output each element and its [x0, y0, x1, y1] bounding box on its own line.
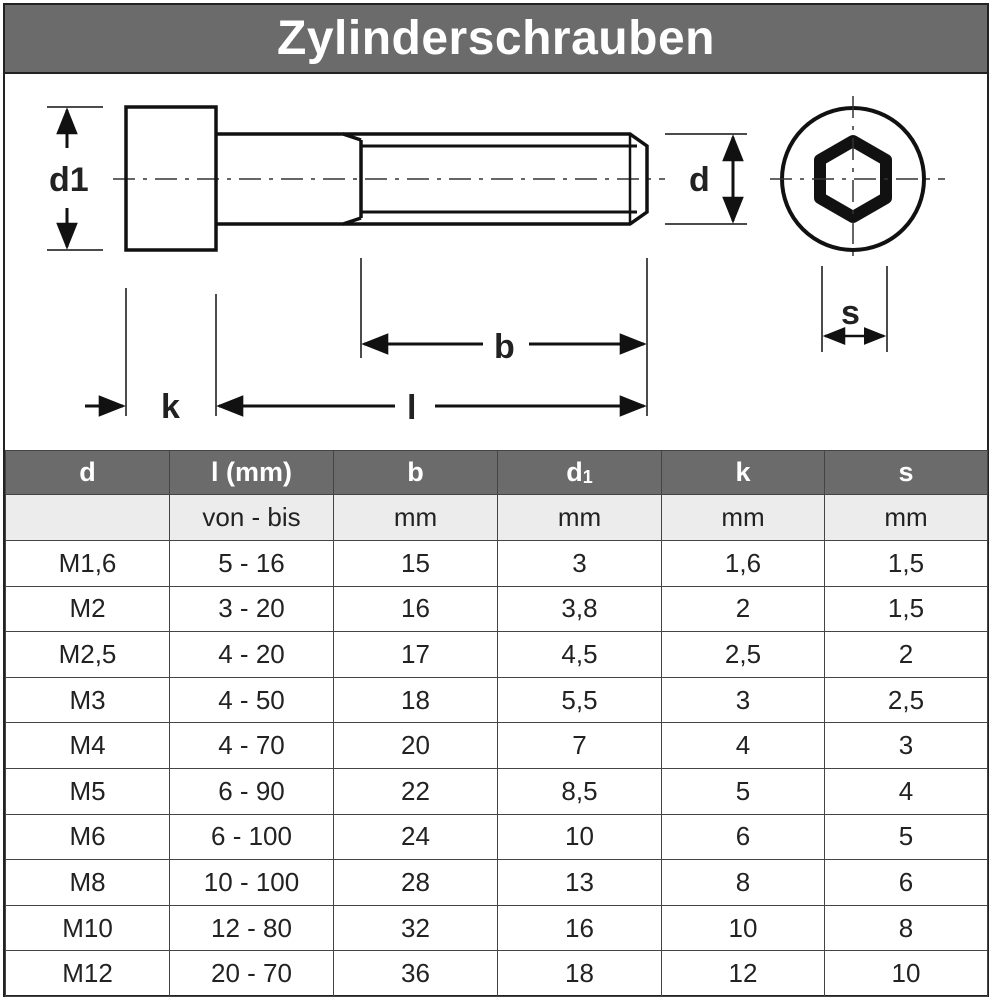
d-label: d: [689, 161, 710, 199]
header-b: b: [334, 451, 498, 495]
table-cell: 5: [825, 814, 988, 860]
table-cell: 3 - 20: [170, 586, 334, 632]
table-cell: 2,5: [662, 632, 825, 678]
screw-diagram: [5, 76, 987, 450]
table-cell: 2: [662, 586, 825, 632]
table-row: [6, 814, 988, 860]
unit-row: [6, 495, 988, 541]
table-cell: 4: [662, 723, 825, 769]
table-cell: 1,5: [825, 586, 988, 632]
table-cell: 3: [498, 541, 662, 587]
table-cell: 12 - 80: [170, 905, 334, 951]
unit-cell: [6, 495, 170, 541]
table-row: [6, 541, 988, 587]
b-label: b: [494, 328, 515, 366]
table-cell: 4,5: [498, 632, 662, 678]
table-cell: 18: [498, 951, 662, 997]
unit-cell: mm: [662, 495, 825, 541]
table-cell: 8,5: [498, 768, 662, 814]
unit-cell: mm: [825, 495, 988, 541]
table-cell: 6 - 100: [170, 814, 334, 860]
l-label: l: [407, 389, 417, 427]
table-cell: 20: [334, 723, 498, 769]
table-cell: 13: [498, 860, 662, 906]
unit-cell: mm: [334, 495, 498, 541]
table-cell: 3: [825, 723, 988, 769]
table-cell: M2: [6, 586, 170, 632]
header-s: s: [825, 451, 988, 495]
table-cell: 6: [662, 814, 825, 860]
title-bar: [5, 5, 987, 74]
table-cell: 5,5: [498, 677, 662, 723]
spec-table: [5, 450, 988, 997]
table-row: [6, 860, 988, 906]
table-cell: 20 - 70: [170, 951, 334, 997]
table-cell: 4 - 70: [170, 723, 334, 769]
table-cell: 10: [825, 951, 988, 997]
screw-drawing: [5, 76, 987, 450]
table-cell: 7: [498, 723, 662, 769]
table-cell: 1,5: [825, 541, 988, 587]
table-cell: M8: [6, 860, 170, 906]
table-cell: 3: [662, 677, 825, 723]
table-cell: M6: [6, 814, 170, 860]
d1-label: d1: [49, 161, 89, 199]
table-cell: 17: [334, 632, 498, 678]
header-l: l (mm): [170, 451, 334, 495]
table-cell: 10 - 100: [170, 860, 334, 906]
table-cell: 15: [334, 541, 498, 587]
table-cell: 3,8: [498, 586, 662, 632]
table-cell: M5: [6, 768, 170, 814]
table-cell: 28: [334, 860, 498, 906]
header-d: d: [6, 451, 170, 495]
table-cell: 6 - 90: [170, 768, 334, 814]
table-row: [6, 768, 988, 814]
table-cell: 10: [498, 814, 662, 860]
table-cell: 10: [662, 905, 825, 951]
table-cell: 4 - 20: [170, 632, 334, 678]
table-cell: 36: [334, 951, 498, 997]
table-cell: 2,5: [825, 677, 988, 723]
table-cell: 5: [662, 768, 825, 814]
unit-cell: von - bis: [170, 495, 334, 541]
table-cell: 22: [334, 768, 498, 814]
table-cell: 1,6: [662, 541, 825, 587]
table-cell: 32: [334, 905, 498, 951]
table-cell: M1,6: [6, 541, 170, 587]
table-row: [6, 632, 988, 678]
table-cell: 12: [662, 951, 825, 997]
table-cell: 4: [825, 768, 988, 814]
table-row: [6, 905, 988, 951]
table-cell: M10: [6, 905, 170, 951]
table-cell: M12: [6, 951, 170, 997]
table-cell: 2: [825, 632, 988, 678]
table-cell: M3: [6, 677, 170, 723]
table-cell: 8: [662, 860, 825, 906]
table-cell: 6: [825, 860, 988, 906]
table-cell: 16: [498, 905, 662, 951]
spec-sheet: [3, 3, 989, 997]
table-cell: 5 - 16: [170, 541, 334, 587]
table-cell: 18: [334, 677, 498, 723]
table-cell: M4: [6, 723, 170, 769]
table-header-row: [6, 451, 988, 495]
s-label: s: [841, 294, 860, 332]
page-title: Zylinderschrauben: [277, 12, 715, 65]
table-cell: 16: [334, 586, 498, 632]
header-d1: d1: [498, 451, 662, 495]
table-cell: M2,5: [6, 632, 170, 678]
table-row: [6, 951, 988, 997]
table-cell: 8: [825, 905, 988, 951]
header-k: k: [662, 451, 825, 495]
unit-cell: mm: [498, 495, 662, 541]
table-row: [6, 723, 988, 769]
table-row: [6, 586, 988, 632]
table-row: [6, 677, 988, 723]
table-cell: 24: [334, 814, 498, 860]
table-cell: 4 - 50: [170, 677, 334, 723]
k-label: k: [161, 388, 180, 426]
